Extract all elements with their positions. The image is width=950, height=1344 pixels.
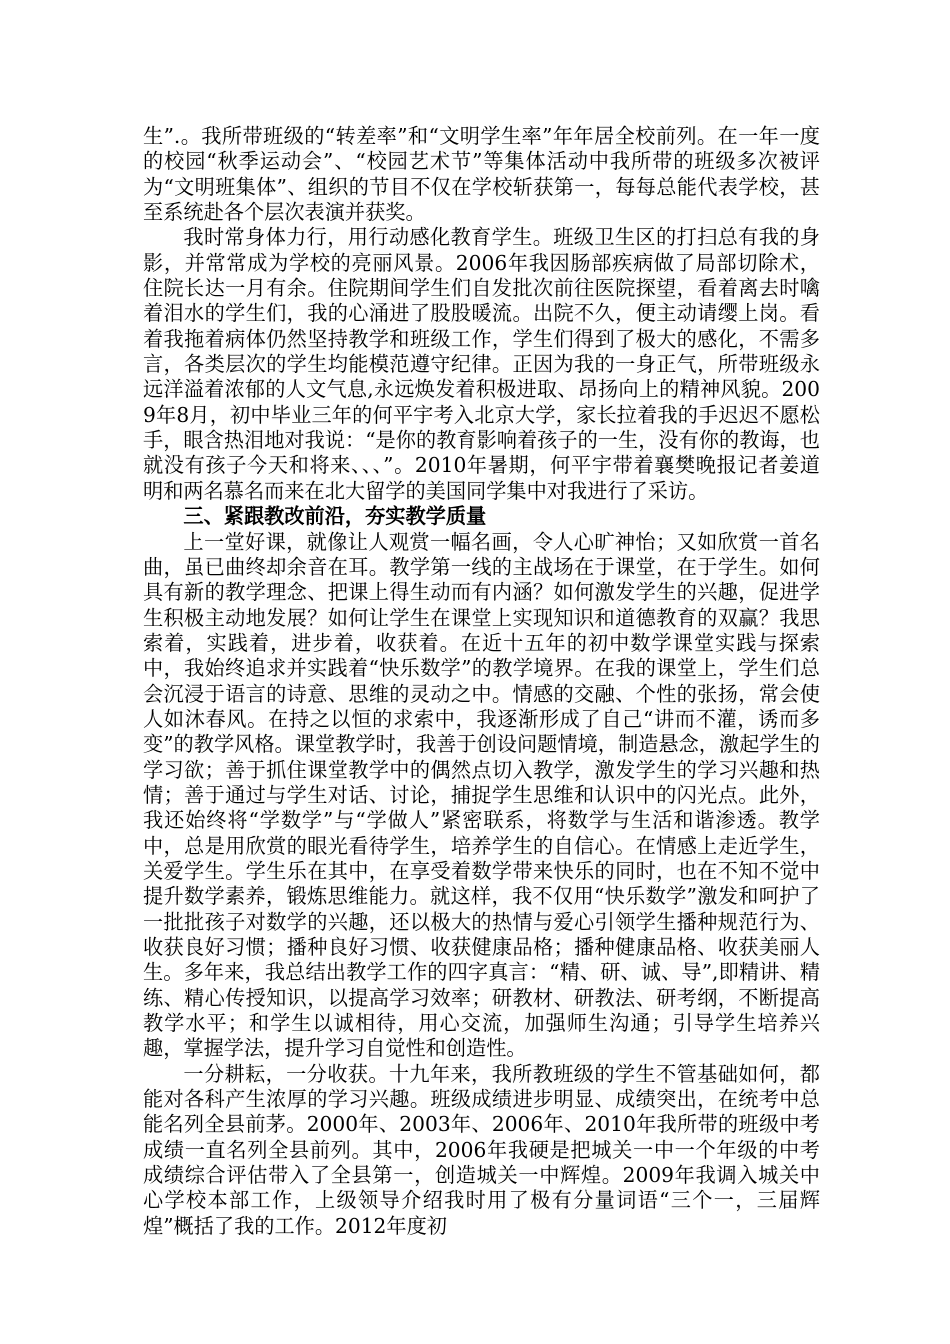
document-body — [143, 124, 820, 1239]
paragraph-results: 一分耕耘，一分收获。十九年来，我所教班级的学生不管基础如何，都能对各科产生浓厚的学习兴趣。班级成绩进步明显、成绩突出，在统考中总能名列全县前茅。2000年、2003年、2006年、2010年我所带的班级中考成绩一直名列全县前列。其中，2006年我硬是把城关一中一个年级的中考成绩综合评估带入了全县第一，创造城关一中辉煌。2009年我调入城关中心学校本部工作，上级领导介绍我时用了极有分量词语“三个一，三届辉煌”概括了我的工作。2012年度初 — [143, 1061, 820, 1238]
paragraph-awards: 生”.。我所带班级的“转差率”和“文明学生率”年年居全校前列。在一年一度的校园“秋季运动会”、“校园艺术节”等集体活动中我所带的班级多次被评为“文明班集体”、组织的节目不仅在学校斩获第一，每每总能代表学校，甚至系统赴各个层次表演并获奖。 — [143, 124, 820, 225]
paragraph-lead-by-example: 我时常身体力行，用行动感化教育学生。班级卫生区的打扫总有我的身影，并常常成为学校的亮丽风景。2006年我因肠部疾病做了局部切除术，住院长达一月有余。住院期间学生们自发批次前往医院探望，看着离去时噙着泪水的学生们，我的心涌进了股股暖流。出院不久，便主动请缨上岗。看着我拖着病体仍然坚持教学和班级工作，学生们得到了极大的感化，不需多言，各类层次的学生均能模范遵守纪律。正因为我的一身正气，所带班级永远洋溢着浓郁的人文气息,永远焕发着积极进取、昂扬向上的精神风貌。2009年8月，初中毕业三年的何平宇考入北京大学，家长拉着我的手迟迟不愿松手，眼含热泪地对我说：“是你的教育影响着孩子的一生，没有你的教诲，也就没有孩子今天和将来、、、”。2010年暑期，何平宇带着襄樊晚报记者姜道明和两名慕名而来在北大留学的美国同学集中对我进行了采访。 — [143, 225, 820, 503]
section-heading-three: 三、紧跟教改前沿，夯实教学质量 — [183, 504, 487, 529]
paragraph-teaching-style: 上一堂好课，就像让人观赏一幅名画，令人心旷神怡；又如欣赏一首名曲，虽已曲终却余音在耳。教学第一线的主战场在于课堂，在于学生。如何具有新的教学理念、把课上得生动而有内涵？如何激发学生的兴趣，促进学生积极主动地发展？如何让学生在课堂上实现知识和道德教育的双赢？我思索着，实践着，进步着，收获着。在近十五年的初中数学课堂实践与探索中，我始终追求并实践着“快乐数学”的教学境界。在我的课堂上，学生们总会沉浸于语言的诗意、思维的灵动之中。情感的交融、个性的张扬，常会使人如沐春风。在持之以恒的求索中，我逐渐形成了自己“讲而不灌，诱而多变”的教学风格。课堂教学时，我善于创设问题情境，制造悬念，激起学生的学习欲；善于抓住课堂教学中的偶然点切入教学，激发学生的学习兴趣和热情；善于通过与学生对话、讨论，捕捉学生思维和认识中的闪光点。此外，我还始终将“学数学”与“学做人”紧密联系，将数学与生活和谐渗透。教学中，总是用欣赏的眼光看待学生，培养学生的自信心。在情感上走近学生，关爱学生。学生乐在其中，在享受着数学带来快乐的同时，也在不知不觉中提升数学素养，锻炼思维能力。就这样，我不仅用“快乐数学”激发和呵护了一批批孩子对数学的兴趣，还以极大的热情与爱心引领学生播种规范行为、收获良好习惯；播种良好习惯、收获健康品格；播种健康品格、收获美丽人生。多年来，我总结出教学工作的四字真言：“精、研、诚、导”,即精讲、精练、精心传授知识，以提高学习效率；研教材、研教法、研考纲，不断提高教学水平；和学生以诚相待，用心交流，加强师生沟通；引导学生培养兴趣，掌握学法，提升学习自觉性和创造性。 — [143, 529, 820, 1061]
